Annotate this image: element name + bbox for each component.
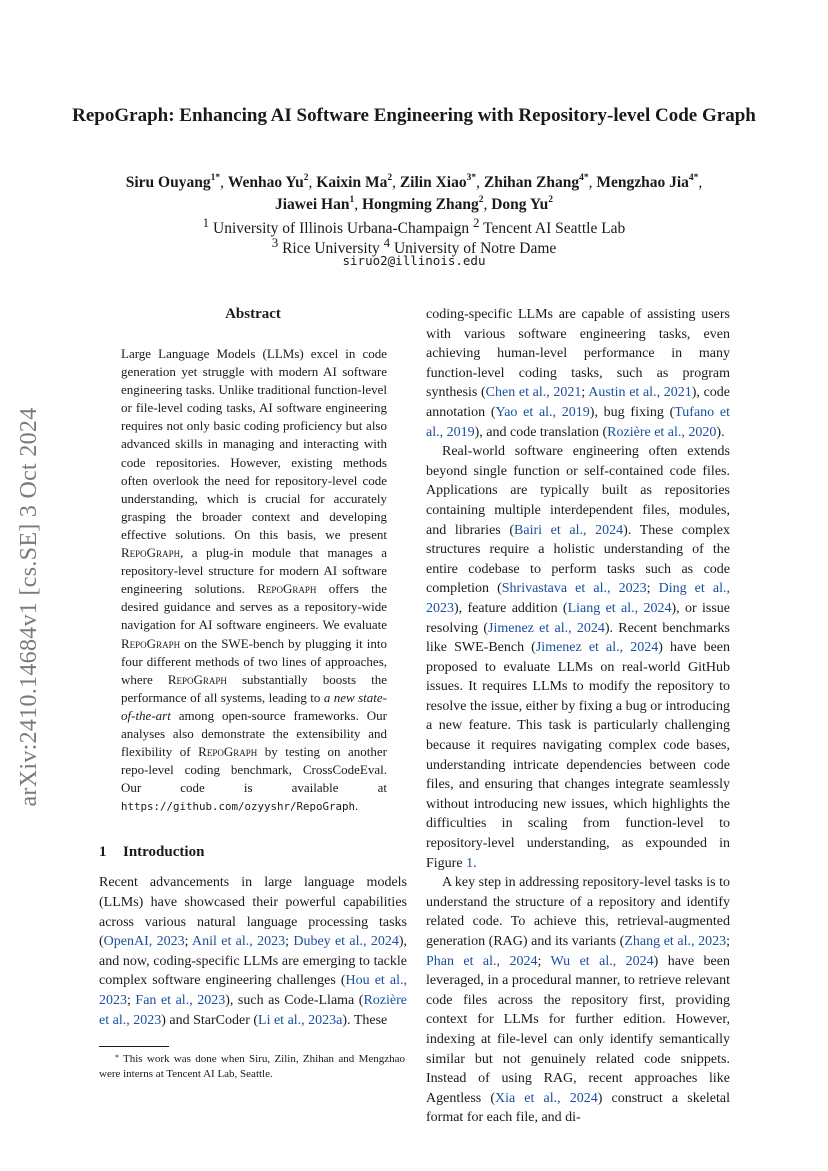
citation-link[interactable]: Shrivastava et al., 2023 [501,581,647,597]
section-heading-introduction: 1 Introduction [99,844,205,861]
citation-link[interactable]: Bairi et al., 2024 [514,522,624,538]
footnote: * This work was done when Siru, Zilin, Zhihan and Mengzhao were interns at Tencent AI Lab, Seattle. [99,1053,405,1080]
contact-email[interactable]: siruo2@illinois.edu [342,253,486,268]
citation-link[interactable]: Dubey et al., 2024 [293,934,399,950]
author-name: Zhihan Zhang$^{4*}$ [483,172,589,191]
affiliation-name: Tencent AI Seattle Lab [483,220,626,238]
affiliation-marker: 2 [473,215,480,230]
citation-link[interactable]: Rozière et al., 2020 [607,424,717,440]
citation-link[interactable]: Anil et al., 2023 [192,934,286,950]
intro-paragraph-1: Recent advancements in large language models (LLMs) have showcased their powerful capabilities across various natural language processing tasks (OpenAI, 2023; Anil et al., 2023; Dubey et al., 2024), and now, coding-specific LLMs are emerging to tackle complex software engineering challenges (Hou et al., 2023; Fan et al., 2023), such as Code-Llama (Rozière et al., 2023) and StarCoder (Li et al., 2023a). These [99,875,407,1028]
citation-link[interactable]: 1 [466,855,474,871]
citation-link[interactable]: OpenAI, 2023 [103,934,185,950]
citation-link[interactable]: Jimenez et al., 2024 [488,620,605,636]
author-affiliation-marker: 4* [579,172,589,183]
affiliation-name: University of Illinois Urbana-Champaign [213,220,470,238]
author-affiliation-marker: 2 [387,172,393,183]
author-affiliation-marker: 2 [478,194,484,205]
repograph-name: RepoGraph [121,545,181,561]
author-affiliation-marker: 1* [210,172,221,183]
citation-link[interactable]: Tufano et al., 2019 [426,404,730,440]
citation-link[interactable]: Hou et al., 2023 [99,973,407,1008]
author-name: Kaixin Ma$^2$ [316,172,393,191]
affiliation-marker: 1 [202,215,210,230]
abstract-heading: Abstract [225,306,281,322]
citation-link[interactable]: Xia et al., 2024 [494,1090,598,1106]
citation-link[interactable]: Liang et al., 2024 [567,600,672,616]
citation-link[interactable]: Fan et al., 2023 [135,993,226,1008]
citation-link[interactable]: Li et al., 2023a [258,1012,343,1028]
arxiv-identifier: arXiv:2410.14684v1 [cs.SE] 3 Oct 2024 [16,407,42,807]
footnote-rule [99,1046,169,1047]
intro-paragraph-2: Real-world software engineering often extends beyond single function or self-contained code files. Applications are typically built as repositories containing multiple interdependent files, modules, and libraries (Bairi et al., 2024). These complex structures require a holistic understanding of the entire codebase to perform tasks such as code completion (Shrivastava et al., 2023; Ding et al., 2023), feature addition (Liang et al., 2024), or issue resolving (Jimenez et al., 2024). Recent benchmarks like SWE-Bench (Jimenez et al., 2024) have been proposed to evaluate LLMs on real-world GitHub issues. It requires LLMs to modify the repository to resolve the issue, either by fixing a bug or introducing a new feature. This task is particularly challenging because it requires navigating complex code bases, understanding intricate dependencies between code files, and ensuring that changes integrate seamlessly without introducing new issues, which highlights the difficulties in scaling from function-level to repository-level understanding, as expounded in Figure 1. [426,444,731,871]
citation-link[interactable]: Rozière et al., 2023 [99,993,407,1028]
author-affiliation-marker: 2 [303,172,309,183]
affiliation-marker: 4 [383,235,391,250]
abstract-text: Large Language Models (LLMs) excel in code generation yet struggle with modern AI software engineering tasks. Unlike traditional function-level or file-level coding tasks, AI software engineering requires not only basic coding proficiency but also advanced skills in managing and interacting with code repositories. However, existing methods often overlook the need for repository-level code understanding, which is crucial for accurately grasping the broader context and developing effective solutions. On this basis, we present RepoGraph, a plug-in module that manages a repository-level structure for modern AI software engineering solutions. RepoGraph offers the desired guidance and serves as a repository-wide navigation for AI software engineers. We evaluate RepoGraph on the SWE-bench by plugging it into four different methods of two lines of approaches, where RepoGraph substantially boosts the performance of all systems, leading to a new state-of-the-art among open-source frameworks. Our analyses also demonstrate the extensibility and flexibility of RepoGraph by testing on another repo-level coding benchmark, CrossCodeEval. Our code is available at https://github.com/ozyyshr/RepoGraph. [121,346,387,814]
author-name: Wenhao Yu$^2$ [227,172,309,191]
repograph-name: RepoGraph [257,581,317,597]
author-name: Jiawei Han$^1$ [275,194,355,213]
affiliation-name: Rice University [282,240,380,258]
right-column [426,305,730,1128]
affiliation-marker: 3 [271,235,279,250]
author-name: Mengzhao Jia$^{4*}$ [596,172,699,191]
citation-link[interactable]: Chen et al., 2021 [485,385,582,401]
author-name: Siru Ouyang$^{1*}$ [125,172,221,191]
author-list: Siru Ouyang$^{1*}$, Wenhao Yu$^2$, Kaixin Ma$^2$, Zilin Xiao$^{3*}$, Zhihan Zhang$^{4*}$, Mengzhao Jia$^{4*}$, Jiawei Han$^1$, Hongming Zhang$^2$, Dong Yu$^2$ [125,172,703,213]
left-column [99,306,407,1030]
citation-link[interactable]: Wu et al., 2024 [550,953,654,969]
citation-link[interactable]: Yao et al., 2019 [495,404,590,420]
citation-link[interactable]: Phan et al., 2024 [426,953,538,969]
author-name: Zilin Xiao$^{3*}$ [399,172,477,191]
citation-link[interactable]: Zhang et al., 2023 [624,934,727,949]
repograph-name: RepoGraph [121,635,181,651]
intro-paragraph-3: A key step in addressing repository-level tasks is to understand the structure of a repository and identify related code. To achieve this, retrieval-augmented generation (RAG) and its variants (Zhang et al., 2023; Phan et al., 2024; Wu et al., 2024) have been leveraged, in a procedural manner, to retrieve relevant code files across the repository first, providing context for LLMs for further edition. However, indexing at file-level can only identify semantically similar but not genuinely related code snippets. Instead of using RAG, recent approaches like Agentless (Xia et al., 2024) construct a skeletal format for each file, and di- [426,875,731,1126]
affiliation-name: University of Notre Dame [393,240,557,258]
repograph-name: RepoGraph [198,744,258,760]
intro-paragraph-1-continued: coding-specific LLMs are capable of assisting users with various software engineering tasks, even achieving human-level performance in many function-level coding tasks, such as program synthesis (Chen et al., 2021; Austin et al., 2021), code annotation (Yao et al., 2019), bug fixing (Tufano et al., 2019), and code translation (Rozière et al., 2020). [426,307,731,440]
footnote-mark: * [115,1053,119,1062]
author-affiliation-marker: 1 [349,194,355,205]
author-affiliation-marker: 3* [466,172,477,183]
code-url-link[interactable]: https://github.com/ozyyshr/RepoGraph [121,800,356,814]
author-affiliation-marker: 4* [688,172,699,183]
citation-link[interactable]: Austin et al., 2021 [588,385,692,401]
citation-link[interactable]: Ding et al., 2023 [426,581,730,616]
paper-title: RepoGraph: Enhancing AI Software Engineering with Repository-level Code Graph [72,105,756,126]
repograph-name: RepoGraph [167,671,227,687]
emphasis: a new state-of-the-art [121,689,387,723]
author-affiliation-marker: 2 [548,194,553,205]
author-name: Dong Yu$^2$ [491,194,553,213]
author-name: Hongming Zhang$^2$ [362,194,484,213]
citation-link[interactable]: Jimenez et al., 2024 [535,640,659,656]
